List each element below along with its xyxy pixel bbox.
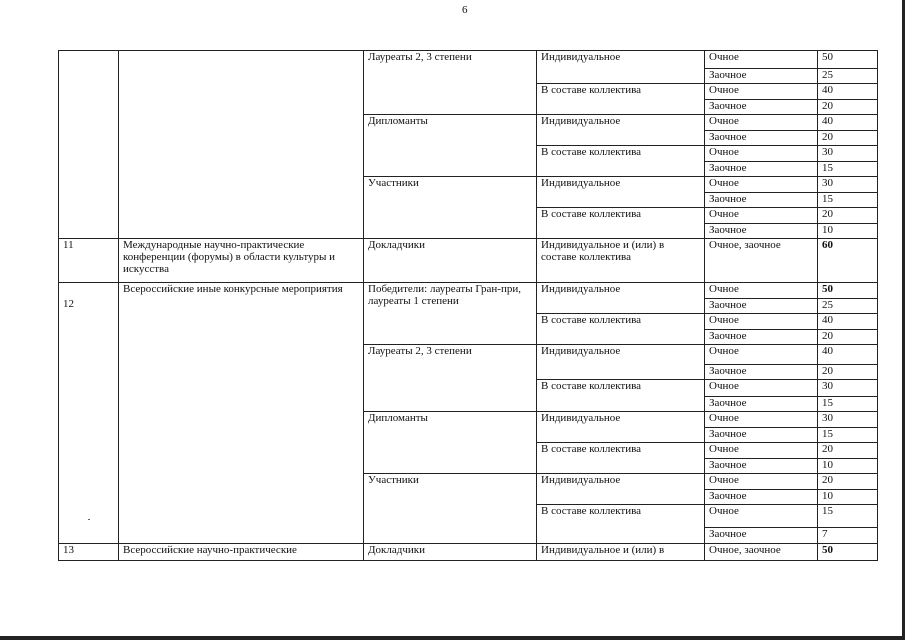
category-cell: Победители: лауреаты Гран-при, лауреаты 1 степени — [364, 283, 537, 345]
score-cell: 30 — [818, 412, 878, 428]
form-cell: Очное — [705, 412, 818, 428]
participation-cell: В составе коллектива — [537, 84, 705, 115]
score-cell: 7 — [818, 528, 878, 544]
score-cell: 50 — [818, 283, 878, 299]
score-cell: 40 — [818, 84, 878, 100]
participation-cell: Индивидуальное — [537, 345, 705, 380]
table-row — [59, 544, 878, 561]
form-cell: Очное — [705, 208, 818, 224]
category-cell: Участники — [364, 474, 537, 544]
number-cell: 12 — [59, 283, 119, 544]
form-cell: Очное — [705, 380, 818, 397]
participation-cell: В составе коллектива — [537, 314, 705, 345]
score-cell: 20 — [818, 131, 878, 146]
score-cell: 50 — [818, 51, 878, 69]
form-cell: Очное — [705, 345, 818, 365]
score-cell: 10 — [818, 490, 878, 505]
form-cell: Очное — [705, 84, 818, 100]
score-cell: 15 — [818, 428, 878, 443]
participation-cell: Индивидуальное — [537, 283, 705, 314]
category-cell: Докладчики — [364, 239, 537, 283]
participation-cell: В составе коллектива — [537, 380, 705, 412]
score-cell: 25 — [818, 299, 878, 314]
score-cell: 30 — [818, 146, 878, 162]
category-cell: Участники — [364, 177, 537, 239]
score-cell: 30 — [818, 380, 878, 397]
score-cell: 15 — [818, 397, 878, 412]
participation-cell: Индивидуальное — [537, 51, 705, 84]
score-cell: 15 — [818, 193, 878, 208]
score-cell: 10 — [818, 224, 878, 239]
form-cell: Очное, заочное — [705, 544, 818, 561]
event-name-cell: Всероссийские иные конкурсные мероприятия — [119, 283, 364, 544]
participation-cell: Индивидуальное — [537, 474, 705, 505]
scan-border-bottom — [0, 636, 905, 640]
score-cell: 15 — [818, 162, 878, 177]
form-cell: Очное — [705, 505, 818, 528]
category-cell: Дипломанты — [364, 115, 537, 177]
form-cell: Заочное — [705, 330, 818, 345]
page-number: 6 — [462, 4, 468, 16]
form-cell: Заочное — [705, 193, 818, 208]
participation-cell: Индивидуальное — [537, 412, 705, 443]
form-cell: Очное — [705, 474, 818, 490]
participation-cell: Индивидуальное — [537, 115, 705, 146]
form-cell: Заочное — [705, 459, 818, 474]
rating-table — [58, 50, 878, 561]
participation-cell: Индивидуальное — [537, 177, 705, 208]
form-cell: Заочное — [705, 299, 818, 314]
category-cell: Докладчики — [364, 544, 537, 561]
form-cell: Заочное — [705, 100, 818, 115]
number-cell: 13 — [59, 544, 119, 561]
form-cell: Очное — [705, 443, 818, 459]
form-cell: Очное — [705, 314, 818, 330]
score-cell: 20 — [818, 330, 878, 345]
form-cell: Очное — [705, 51, 818, 69]
form-cell: Заочное — [705, 69, 818, 84]
form-cell: Заочное — [705, 365, 818, 380]
score-cell: 30 — [818, 177, 878, 193]
table-row — [59, 51, 878, 69]
number-cell: 11 — [59, 239, 119, 283]
form-cell: Заочное — [705, 428, 818, 443]
score-cell: 40 — [818, 115, 878, 131]
score-cell: 25 — [818, 69, 878, 84]
participation-cell: В составе коллектива — [537, 505, 705, 544]
form-cell: Очное — [705, 177, 818, 193]
event-name-cell: Международные научно-практические конференции (форумы) в области культуры и искусства — [119, 239, 364, 283]
participation-cell: В составе коллектива — [537, 443, 705, 474]
form-cell: Очное — [705, 146, 818, 162]
score-cell: 60 — [818, 239, 878, 283]
form-cell: Очное — [705, 115, 818, 131]
form-cell: Заочное — [705, 490, 818, 505]
score-cell: 20 — [818, 100, 878, 115]
score-cell: 40 — [818, 314, 878, 330]
score-cell: 20 — [818, 365, 878, 380]
form-cell: Заочное — [705, 224, 818, 239]
scan-speck — [88, 519, 90, 520]
number-cell — [59, 51, 119, 239]
category-cell: Дипломанты — [364, 412, 537, 474]
event-name-cell: Всероссийские научно-практические — [119, 544, 364, 561]
form-cell: Заочное — [705, 131, 818, 146]
score-cell: 20 — [818, 474, 878, 490]
category-cell: Лауреаты 2, 3 степени — [364, 51, 537, 115]
score-cell: 50 — [818, 544, 878, 561]
form-cell: Заочное — [705, 528, 818, 544]
participation-cell: В составе коллектива — [537, 208, 705, 239]
score-cell: 10 — [818, 459, 878, 474]
score-cell: 20 — [818, 443, 878, 459]
participation-cell: Индивидуальное и (или) в составе коллектива — [537, 239, 705, 283]
event-name-cell — [119, 51, 364, 239]
table-row — [59, 239, 878, 283]
category-cell: Лауреаты 2, 3 степени — [364, 345, 537, 412]
form-cell: Очное, заочное — [705, 239, 818, 283]
score-cell: 20 — [818, 208, 878, 224]
score-cell: 15 — [818, 505, 878, 528]
form-cell: Заочное — [705, 397, 818, 412]
participation-cell: В составе коллектива — [537, 146, 705, 177]
score-cell: 40 — [818, 345, 878, 365]
form-cell: Очное — [705, 283, 818, 299]
form-cell: Заочное — [705, 162, 818, 177]
participation-cell: Индивидуальное и (или) в — [537, 544, 705, 561]
table-row — [59, 283, 878, 299]
